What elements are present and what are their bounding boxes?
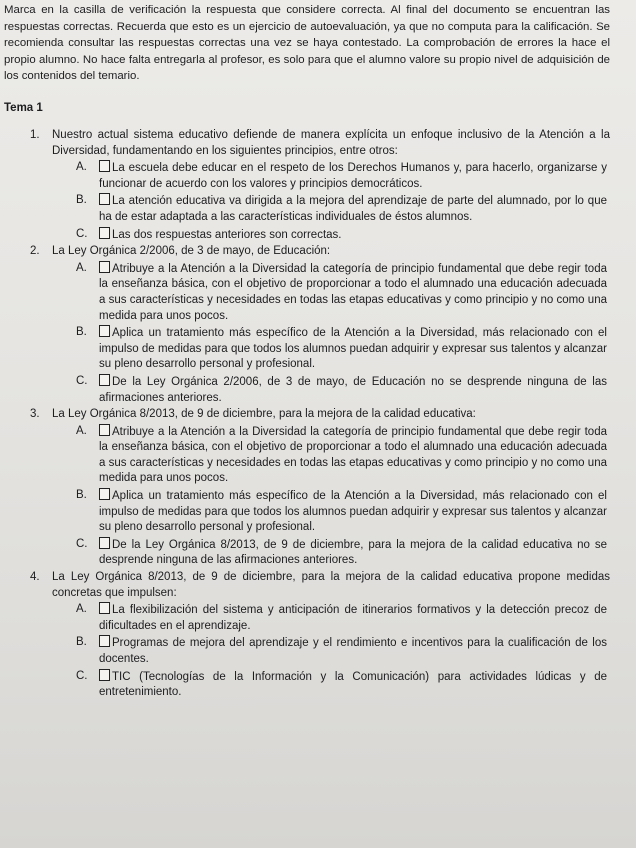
option-letter: B. bbox=[76, 489, 87, 502]
option-text: De la Ley Orgánica 8/2013, de 9 de diciembre, para la mejora de la calidad educativa no se desprende ninguna de las afirmaciones anteriores. bbox=[99, 538, 607, 567]
question-text: La Ley Orgánica 8/2013, de 9 de diciembre, para la mejora de la calidad educativa: bbox=[52, 408, 476, 421]
question-4 bbox=[0, 570, 636, 701]
option-4a bbox=[0, 602, 636, 634]
question-2 bbox=[0, 244, 636, 406]
option-4c bbox=[0, 669, 636, 701]
option-letter: A. bbox=[76, 424, 87, 437]
option-1a bbox=[0, 160, 636, 192]
answer-checkbox[interactable] bbox=[99, 193, 110, 205]
answer-checkbox[interactable] bbox=[99, 227, 110, 239]
question-text: La Ley Orgánica 8/2013, de 9 de diciembre, para la mejora de la calidad educativa propone medidas concretas que impulsen: bbox=[52, 571, 610, 599]
option-letter: C. bbox=[76, 227, 88, 240]
option-letter: B. bbox=[76, 194, 87, 207]
option-text: La atención educativa va dirigida a la mejora del aprendizaje de parte del alumnado, por lo que ha de estar adaptada a las características individuales de éstos alumnos. bbox=[99, 195, 607, 223]
option-text: La flexibilización del sistema y anticipación de itinerarios formativos y la detección precoz de dificultades en el aprendizaje. bbox=[99, 604, 607, 632]
option-letter: B. bbox=[76, 326, 87, 339]
question-text: La Ley Orgánica 2/2006, de 3 de mayo, de Educación: bbox=[52, 245, 331, 258]
option-letter: B. bbox=[76, 636, 87, 649]
option-text: Atribuye a la Atención a la Diversidad la categoría de principio fundamental que debe regir toda la enseñanza básica, con el objetivo de proporcionar a todo el alumnado una educación adecuada a sus características y necesidades en todas las etapas educativas y como principio y no como una medida para unos pocos. bbox=[99, 262, 607, 322]
option-letter: A. bbox=[76, 603, 87, 616]
question-number: 2. bbox=[30, 245, 40, 258]
question-3 bbox=[0, 407, 636, 569]
answer-checkbox[interactable] bbox=[99, 261, 110, 273]
option-letter: C. bbox=[76, 537, 88, 550]
question-list bbox=[0, 128, 636, 702]
option-text: TIC (Tecnologías de la Información y la Comunicación) para actividades lúdicas y de entretenimiento. bbox=[99, 670, 607, 699]
option-letter: A. bbox=[76, 261, 87, 274]
option-3a bbox=[0, 424, 636, 487]
option-text: Las dos respuestas anteriores son correctas. bbox=[112, 228, 342, 241]
option-1b bbox=[0, 193, 636, 225]
option-text: La escuela debe educar en el respeto de los Derechos Humanos y, para hacerlo, organizarse y funcionar de acuerdo con los valores y principios democráticos. bbox=[99, 162, 607, 190]
option-2b bbox=[0, 325, 636, 373]
question-1 bbox=[0, 128, 636, 243]
answer-checkbox[interactable] bbox=[99, 635, 110, 647]
option-3b bbox=[0, 488, 636, 536]
option-2a bbox=[0, 261, 636, 324]
option-letter: C. bbox=[76, 374, 88, 387]
option-letter: C. bbox=[76, 669, 88, 682]
question-number: 3. bbox=[30, 408, 40, 421]
question-text: Nuestro actual sistema educativo defiende de manera explícita un enfoque inclusivo de la Atención a la Diversidad, fundamentando en los siguientes principios, entre otros: bbox=[52, 129, 610, 157]
answer-checkbox[interactable] bbox=[99, 602, 110, 614]
option-4b bbox=[0, 635, 636, 667]
option-2c bbox=[0, 374, 636, 406]
answer-checkbox[interactable] bbox=[99, 325, 110, 337]
option-text: Aplica un tratamiento más específico de la Atención a la Diversidad, más relacionado con el impulso de medidas para que todos los alumnos puedan adquirir y expresar sus talentos y alcanzar su pleno desarrollo personal y profesional. bbox=[99, 490, 607, 534]
option-text: Aplica un tratamiento más específico de la Atención a la Diversidad, más relacionado con el impulso de medidas para que todos los alumnos puedan adquirir y expresar sus talentos y alcanzar su pleno desarrollo personal y profesional. bbox=[99, 327, 607, 371]
answer-checkbox[interactable] bbox=[99, 374, 110, 386]
answer-checkbox[interactable] bbox=[99, 488, 110, 500]
option-letter: A. bbox=[76, 161, 87, 174]
option-text: Atribuye a la Atención a la Diversidad la categoría de principio fundamental que debe regir toda la enseñanza básica, con el objetivo de proporcionar a todo el alumnado una educación adecuada a sus características y necesidades en todas las etapas educativas y como principio y no como una medida para unos pocos. bbox=[99, 425, 607, 485]
section-title: Tema 1 bbox=[4, 102, 43, 114]
answer-checkbox[interactable] bbox=[99, 537, 110, 549]
option-text: De la Ley Orgánica 2/2006, de 3 de mayo, de Educación no se desprende ninguna de las afirmaciones anteriores. bbox=[99, 375, 607, 404]
instructions-paragraph: Marca en la casilla de verificación la respuesta que considere correcta. Al final del documento se encuentran las respuestas correctas. Recuerda que esto es un ejercicio de autoevaluación, ya que no computa para la calificación. Se recomienda consultar las respuestas correctas una vez se haya contestado. La comprobación de errores la hace el propio alumno. No hace falta entregarla al profesor, es solo para que el alumno valore su propio nivel de adquisición de los contenidos del temario. bbox=[4, 4, 610, 83]
answer-checkbox[interactable] bbox=[99, 669, 110, 681]
question-number: 1. bbox=[30, 129, 40, 141]
answer-checkbox[interactable] bbox=[99, 160, 110, 172]
question-number: 4. bbox=[30, 571, 40, 584]
option-text: Programas de mejora del aprendizaje y el rendimiento e incentivos para la cualificación de los docentes. bbox=[99, 637, 607, 665]
answer-checkbox[interactable] bbox=[99, 424, 110, 436]
option-1c bbox=[0, 227, 636, 244]
option-3c bbox=[0, 537, 636, 569]
